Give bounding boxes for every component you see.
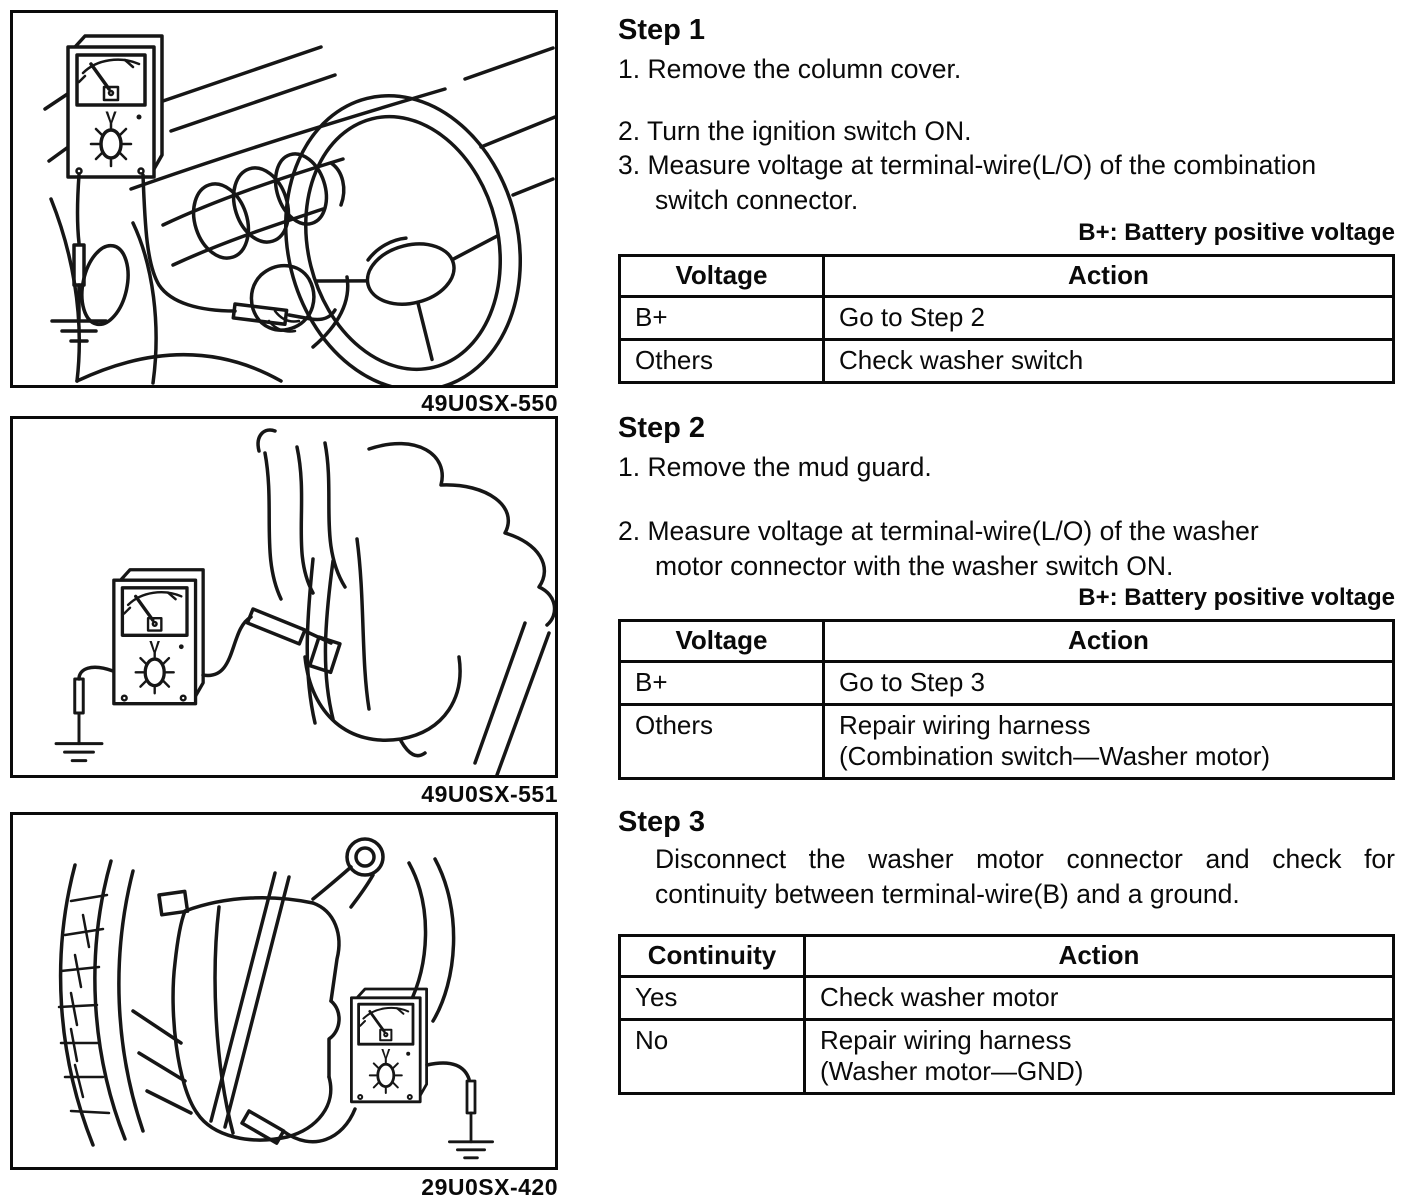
multimeter-icon <box>351 989 426 1102</box>
step-1-item-3-line-2: switch connector. <box>655 185 859 215</box>
procedure-column <box>618 0 1395 1204</box>
multimeter-icon <box>68 36 162 177</box>
step-1-decision-table <box>618 254 1395 384</box>
ground-symbol-icon <box>56 679 102 761</box>
figure-2-illustration <box>13 419 555 775</box>
condition-cell: B+ <box>620 297 824 340</box>
action-line-1: Repair wiring harness <box>839 710 1091 740</box>
action-cell <box>824 705 1394 779</box>
figure-2-code: 49U0SX-551 <box>421 781 558 807</box>
table-row <box>620 340 1394 383</box>
step-2-heading: Step 2 <box>618 412 706 444</box>
figure-1-code: 49U0SX-550 <box>421 390 558 416</box>
steering-wheel <box>255 71 550 385</box>
condition-cell: Others <box>620 340 824 383</box>
condition-cell: Yes <box>620 977 805 1020</box>
step-2-item-2-line-2: motor connector with the washer switch ON. <box>655 551 1174 581</box>
table-row <box>620 705 1394 779</box>
step-1-item-3-line-1: 3. Measure voltage at terminal-wire(L/O) of the combination <box>618 150 1317 180</box>
step-2-table-header-action: Action <box>824 621 1394 662</box>
step-2-voltage-note: B+: Battery positive voltage <box>1078 584 1395 611</box>
step-3-decision-table <box>618 934 1395 1095</box>
step-1-item-1: 1. Remove the column cover. <box>618 54 962 84</box>
multimeter-icon <box>114 570 203 704</box>
action-cell <box>805 1020 1394 1094</box>
figure-1-illustration <box>13 13 555 385</box>
step-3-table-header-action: Action <box>805 936 1394 977</box>
step-2-table-header-voltage: Voltage <box>620 621 824 662</box>
step-1-item-3 <box>618 148 1316 218</box>
action-cell: Go to Step 3 <box>824 662 1394 705</box>
table-row <box>620 1020 1394 1094</box>
step-1-heading: Step 1 <box>618 14 706 46</box>
step-1-table-header-action: Action <box>824 256 1394 297</box>
step-2-item-1: 1. Remove the mud guard. <box>618 452 932 482</box>
step-3-paragraph-line-2: continuity between terminal-wire(B) and a ground. <box>655 879 1240 909</box>
step-3-paragraph-line-1: Disconnect the washer motor connector and check for <box>655 844 1395 874</box>
figure-1-box <box>10 10 558 388</box>
step-2-item-2 <box>618 514 1259 584</box>
ground-symbol-icon <box>449 1081 492 1158</box>
condition-cell: B+ <box>620 662 824 705</box>
action-cell: Check washer switch <box>824 340 1394 383</box>
washer-reservoir <box>159 839 383 1140</box>
step-3-table-header-continuity: Continuity <box>620 936 805 977</box>
tire <box>59 861 143 1145</box>
action-line-1: Repair wiring harness <box>820 1025 1072 1055</box>
step-1-voltage-note: B+: Battery positive voltage <box>1078 219 1395 246</box>
step-2-item-2-line-1: 2. Measure voltage at terminal-wire(L/O) of the washer <box>618 516 1259 546</box>
step-3-paragraph <box>655 842 1395 912</box>
action-line-2: (Washer motor—GND) <box>820 1056 1084 1086</box>
step-2-decision-table <box>618 619 1395 780</box>
condition-cell: Others <box>620 705 824 779</box>
action-line-2: (Combination switch—Washer motor) <box>839 741 1271 771</box>
table-row <box>620 662 1394 705</box>
figure-3-code: 29U0SX-420 <box>421 1174 558 1200</box>
table-row <box>620 297 1394 340</box>
action-cell: Go to Step 2 <box>824 297 1394 340</box>
step-1-table-header-voltage: Voltage <box>620 256 824 297</box>
figure-2-box <box>10 416 558 778</box>
figure-3-illustration <box>13 815 555 1167</box>
step-3-heading: Step 3 <box>618 806 706 838</box>
step-1-item-2: 2. Turn the ignition switch ON. <box>618 116 972 146</box>
condition-cell: No <box>620 1020 805 1094</box>
action-cell: Check washer motor <box>805 977 1394 1020</box>
figure-3-box <box>10 812 558 1170</box>
table-row <box>620 977 1394 1020</box>
